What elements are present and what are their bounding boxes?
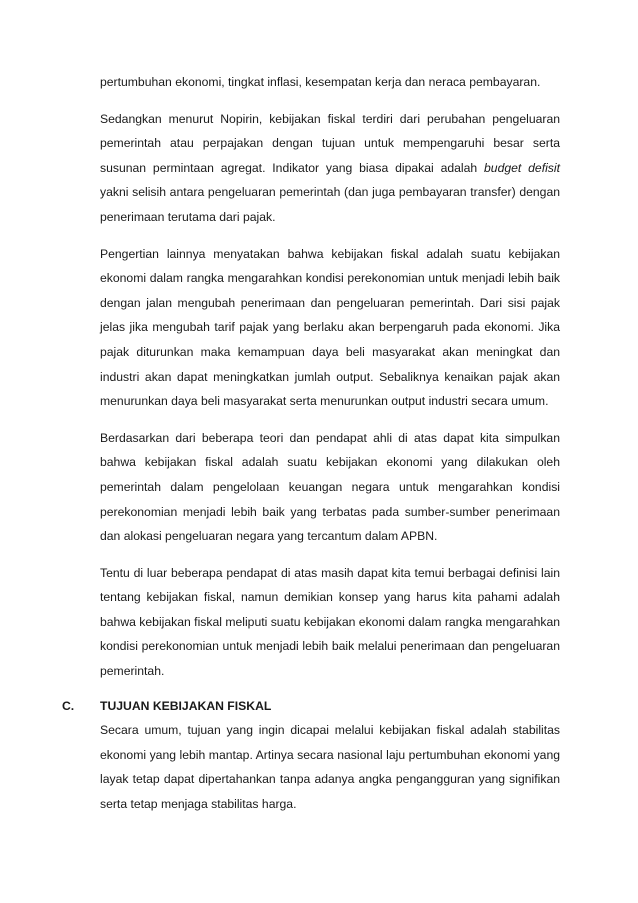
budget-defisit-term: budget defisit	[484, 160, 560, 175]
paragraph-kesimpulan: Berdasarkan dari beberapa teori dan pendapat ahli di atas dapat kita simpulkan bahwa kebijakan fiskal adalah suatu kebijakan ekonomi yang dilakukan oleh pemerintah dalam pengelolaan keuangan negara untuk mengarahkan kondisi perekonomian menjadi lebih baik yang terbatas pada sumber-sumber penerimaan dan alokasi pengeluaran negara yang tercantum dalam APBN.	[100, 430, 560, 544]
section-letter: C.	[62, 698, 75, 713]
section-body: Secara umum, tujuan yang ingin dicapai melalui kebijakan fiskal adalah stabilitas ekonomi yang lebih mantap. Artinya secara nasional laju pertumbuhan ekonomi yang layak tetap dapat dipertahankan tanpa adanya angka pengangguran yang signifikan serta tetap menjaga stabilitas harga.	[100, 723, 560, 812]
section-heading	[62, 694, 560, 719]
paragraph-nopirin-text-a: Sedangkan menurut Nopirin, kebijakan fiskal terdiri dari perubahan pengeluaran pemerintah atau perpajakan dengan tujuan untuk mempengaruhi besar serta susunan permintaan agregat. Indikator yang biasa dipakai adalah	[100, 111, 560, 175]
document-body	[62, 70, 561, 817]
section-title: TUJUAN KEBIJAKAN FISKAL	[100, 698, 272, 713]
paragraph-continuation: pertumbuhan ekonomi, tingkat inflasi, kesempatan kerja dan neraca pembayaran.	[100, 75, 541, 89]
paragraph-nopirin-text-b: yakni selisih antara pengeluaran pemerintah (dan juga pembayaran transfer) dengan penerimaan terutama dari pajak.	[100, 185, 560, 224]
paragraph-pengertian: Pengertian lainnya menyatakan bahwa kebijakan fiskal adalah suatu kebijakan ekonomi dalam rangka mengarahkan kondisi perekonomian untuk menjadi lebih baik dengan jalan mengubah penerimaan dan pengeluaran pemerintah. Dari sisi pajak jelas jika mengubah tarif pajak yang berlaku akan berpengaruh pada ekonomi. Jika pajak diturunkan maka kemampuan daya beli masyarakat akan meningkat dan industri akan dapat meningkatkan jumlah output. Sebaliknya kenaikan pajak akan menurunkan daya beli masyarakat serta menurunkan output industri secara umum.	[100, 246, 560, 409]
paragraph-nopirin	[100, 107, 560, 230]
paragraph-definisi-lain: Tentu di luar beberapa pendapat di atas masih dapat kita temui berbagai definisi lain tentang kebijakan fiskal, namun demikian konsep yang harus kita pahami adalah bahwa kebijakan fiskal meliputi suatu kebijakan ekonomi dalam rangka mengarahkan kondisi perekonomian untuk menjadi lebih baik melalui penerimaan dan pengeluaran pemerintah.	[100, 565, 561, 679]
